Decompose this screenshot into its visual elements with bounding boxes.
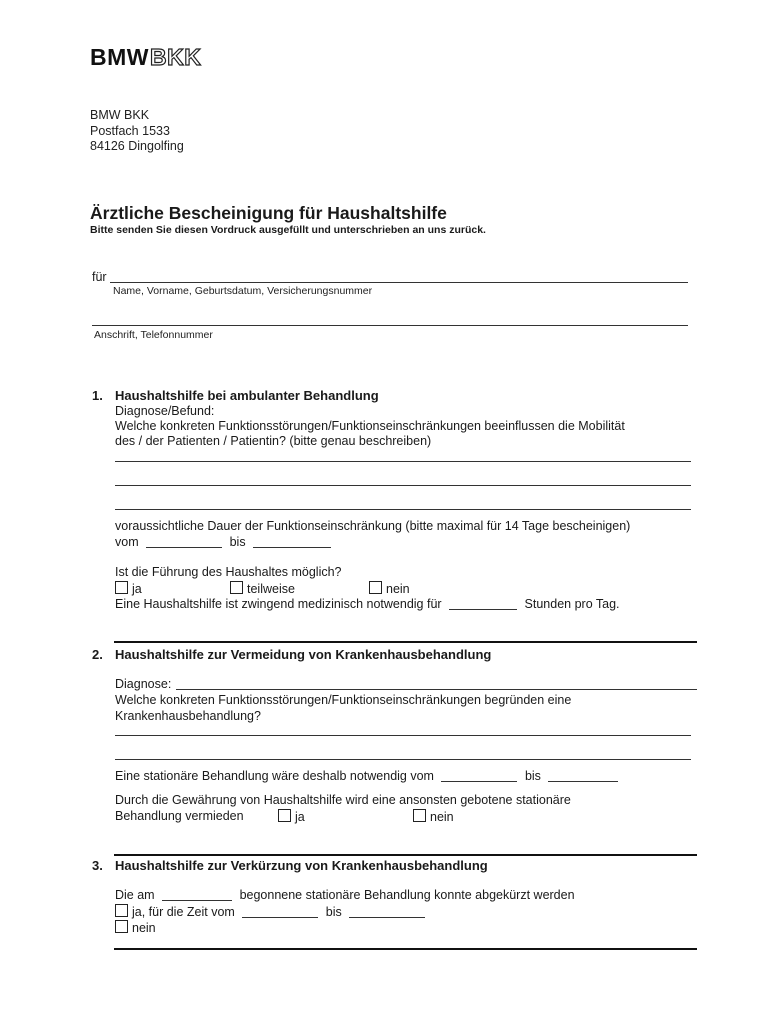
stationary-period xyxy=(115,769,618,783)
checkbox[interactable] xyxy=(230,581,243,594)
duration-to-field[interactable] xyxy=(253,535,331,548)
form-subtitle: Bitte senden Sie diesen Vordruck ausgefüllt und unterschrieben an uns zurück. xyxy=(90,224,486,236)
option-label: nein xyxy=(386,582,410,596)
to-label: bis xyxy=(325,905,342,919)
section-3-heading: Haushaltshilfe zur Verkürzung von Krankenhausbehandlung xyxy=(115,858,488,873)
logo-brand: BMW xyxy=(90,44,149,70)
started-date-field[interactable] xyxy=(162,888,232,901)
duration-text: voraussichtliche Dauer der Funktionseinschränkung (bitte maximal für 14 Tage bescheinigen) xyxy=(115,519,631,533)
name-caption: Name, Vorname, Geburtsdatum, Versicherungsnummer xyxy=(113,285,373,297)
checkbox[interactable] xyxy=(115,920,128,933)
section-2-answer-line[interactable] xyxy=(115,735,691,736)
checkbox[interactable] xyxy=(413,809,426,822)
section-1-answer-line[interactable] xyxy=(115,509,691,510)
section-2-question-line-2: Krankenhausbehandlung? xyxy=(115,709,261,723)
section-2-diagnosis-field[interactable] xyxy=(176,689,697,690)
stationary-text: Eine stationäre Behandlung wäre deshalb notwendig vom xyxy=(115,769,434,783)
hours-field[interactable] xyxy=(449,597,517,610)
household-option-yes[interactable] xyxy=(115,581,142,596)
section-divider xyxy=(114,948,697,950)
duration-period xyxy=(115,535,331,549)
section-1-question-line-1: Welche konkreten Funktionsstörungen/Funktionseinschränkungen beeinflussen die Mobilität xyxy=(115,419,625,433)
section-1-diagnosis-label: Diagnose/Befund: xyxy=(115,404,215,418)
address-line-3: 84126 Dingolfing xyxy=(90,139,184,153)
patient-name-field[interactable] xyxy=(110,282,688,283)
grant-line-1: Durch die Gewährung von Haushaltshilfe wird eine ansonsten gebotene stationäre xyxy=(115,793,571,807)
stationary-to-field[interactable] xyxy=(548,769,618,782)
shortened-from-field[interactable] xyxy=(242,905,318,918)
section-1-question-line-2: des / der Patienten / Patientin? (bitte genau beschreiben) xyxy=(115,434,432,448)
grant-option-yes[interactable] xyxy=(278,809,305,824)
option-label: teilweise xyxy=(247,582,295,596)
duration-from-field[interactable] xyxy=(146,535,222,548)
checkbox[interactable] xyxy=(115,904,128,917)
started-suffix: begonnene stationäre Behandlung konnte abgekürzt werden xyxy=(239,888,575,902)
option-label: nein xyxy=(430,810,454,824)
started-prefix: Die am xyxy=(115,888,155,902)
household-question: Ist die Führung des Haushaltes möglich? xyxy=(115,565,342,579)
household-option-partly[interactable] xyxy=(230,581,295,596)
necessity-text: Eine Haushaltshilfe ist zwingend medizinisch notwendig für xyxy=(115,597,442,611)
shortened-to-field[interactable] xyxy=(349,905,425,918)
shortened-option-no[interactable] xyxy=(115,920,156,935)
section-1-heading: Haushaltshilfe bei ambulanter Behandlung xyxy=(115,388,379,403)
checkbox[interactable] xyxy=(278,809,291,822)
shortened-option-yes[interactable] xyxy=(115,904,425,919)
section-1-answer-line[interactable] xyxy=(115,461,691,462)
section-1-number: 1. xyxy=(92,388,103,403)
bmw-bkk-logo xyxy=(90,44,201,71)
patient-address-field[interactable] xyxy=(92,325,688,326)
recipient-address xyxy=(90,108,184,155)
section-divider xyxy=(114,854,697,856)
for-label: für xyxy=(92,270,107,284)
checkbox[interactable] xyxy=(369,581,382,594)
grant-option-no[interactable] xyxy=(413,809,454,824)
section-2-question-line-1: Welche konkreten Funktionsstörungen/Funktionseinschränkungen begründen eine xyxy=(115,693,572,707)
necessity-sentence xyxy=(115,597,620,611)
logo-suffix: BKK xyxy=(149,44,202,70)
grant-line-2: Behandlung vermieden xyxy=(115,809,244,823)
address-caption: Anschrift, Telefonnummer xyxy=(94,329,213,341)
to-label: bis xyxy=(229,535,246,549)
option-label: ja, für die Zeit vom xyxy=(132,905,235,919)
address-line-2: Postfach 1533 xyxy=(90,123,170,138)
option-label: ja xyxy=(295,810,305,824)
section-1-answer-line[interactable] xyxy=(115,485,691,486)
started-sentence xyxy=(115,888,575,902)
section-3-number: 3. xyxy=(92,858,103,873)
household-option-no[interactable] xyxy=(369,581,410,596)
form-title: Ärztliche Bescheinigung für Haushaltshilfe xyxy=(90,203,447,223)
checkbox[interactable] xyxy=(115,581,128,594)
section-2-number: 2. xyxy=(92,647,103,662)
section-2-heading: Haushaltshilfe zur Vermeidung von Krankenhausbehandlung xyxy=(115,647,492,662)
option-label: ja xyxy=(132,582,142,596)
section-2-diagnosis-label: Diagnose: xyxy=(115,677,172,691)
section-divider xyxy=(114,641,697,643)
stationary-from-field[interactable] xyxy=(441,769,517,782)
section-2-answer-line[interactable] xyxy=(115,759,691,760)
address-line-1: BMW BKK xyxy=(90,108,150,122)
option-label: nein xyxy=(132,921,156,935)
hours-text: Stunden pro Tag. xyxy=(524,597,620,611)
to-label: bis xyxy=(524,769,541,783)
from-label: vom xyxy=(115,535,139,549)
